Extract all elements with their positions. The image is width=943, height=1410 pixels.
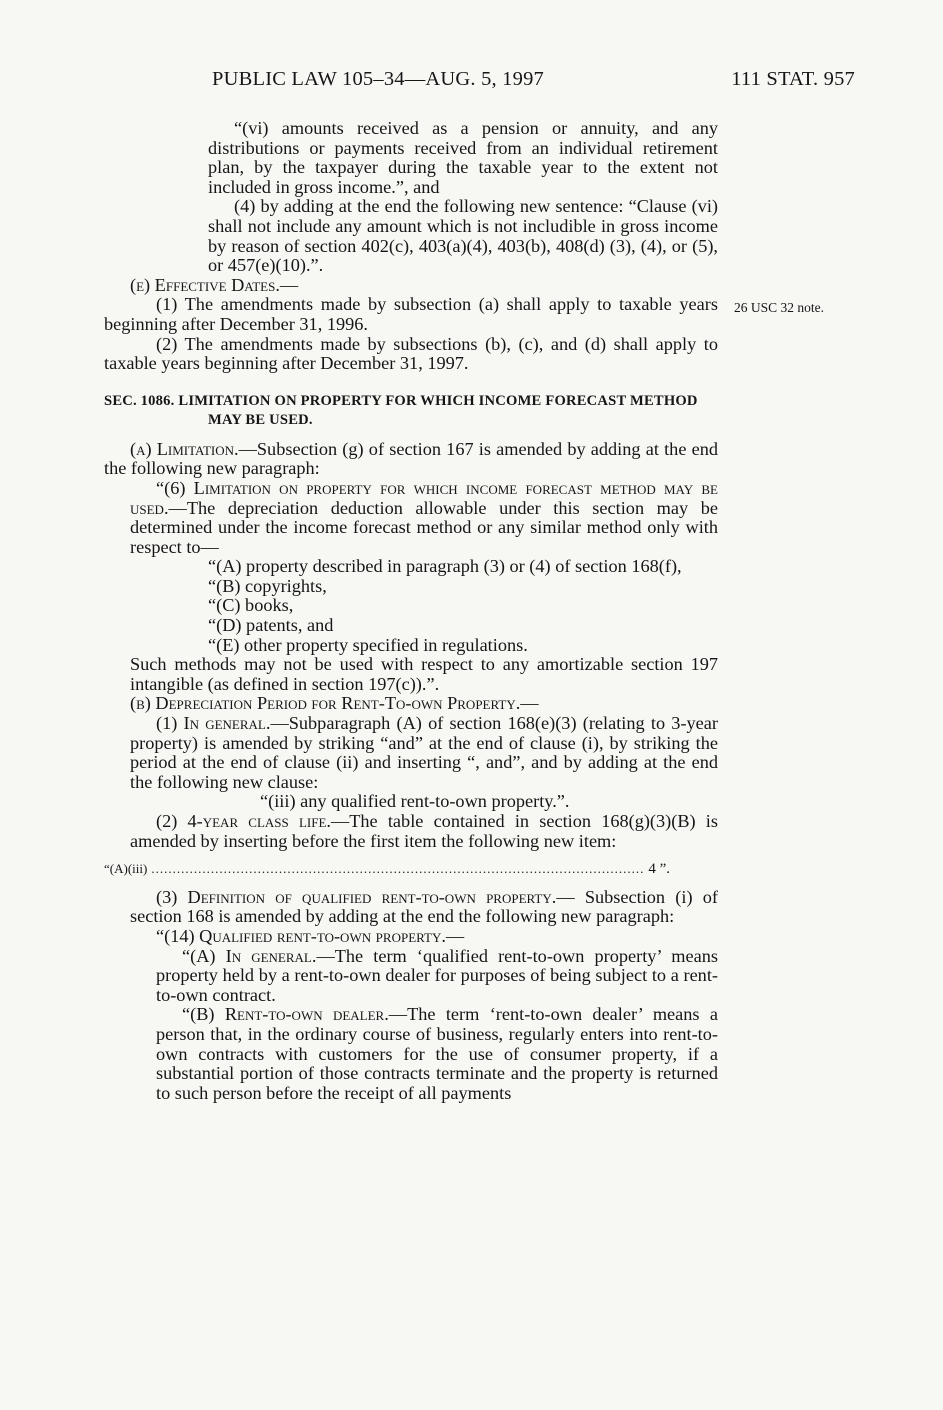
paragraph-6-text: —The depreciation deduction allowable under this section may be determined under the income forecast method or any similar method only with respect to— [130, 497, 718, 557]
paragraph-14-heading [156, 927, 718, 947]
section-number: SEC. 1086. [104, 392, 175, 409]
paragraph-4: (4) by adding at the end the following new sentence: “Clause (vi) shall not include any amount which is not includible in gross income by reason of section 402(c), 403(a)(4), 403(b), 408(d) (3), (4), or (5), or 457(e)(10).”. [208, 196, 718, 276]
subsection-b-2-text: —The table contained in section 168(g)(3)(B) is amended by inserting before the first item the following new item: [130, 811, 718, 851]
subsection-b-1-label: (1) In general. [156, 713, 271, 734]
subparagraph-b-label: “(B) Rent-to-own dealer. [182, 1004, 389, 1025]
section-title: LIMITATION ON PROPERTY FOR WHICH INCOME FORECAST METHOD MAY BE USED. [178, 392, 698, 428]
section-heading [104, 392, 718, 430]
paragraph-6 [130, 479, 718, 557]
subsection-a [104, 440, 718, 479]
item-a: “(A) property described in paragraph (3) or (4) of section 168(f), [208, 556, 682, 577]
effective-dates-1: (1) The amendments made by subsection (a) shall apply to taxable years beginning after December 31, 1996. [104, 294, 718, 334]
subparagraph-a-label: “(A) In general. [182, 945, 317, 966]
subparagraph-a [156, 947, 718, 1006]
table-item-label: “(A)(iii) [104, 861, 148, 877]
subsection-b-3-text: — Subsection (i) of section 168 is amended by adding at the end the following new paragraph: [130, 886, 718, 927]
subsection-a-text: —Subsection (g) of section 167 is amended by adding at the end the following new paragraph: [104, 438, 719, 479]
subsection-b-2 [130, 812, 718, 851]
table-row [104, 859, 718, 880]
paragraph-6-label: “(6) Limitation on property for which income forecast method may be used. [130, 477, 718, 518]
subsection-b-2-label: (2) 4-year class life. [156, 811, 331, 831]
page-number: 111 STAT. 957 [731, 68, 855, 90]
item-d: “(D) patents, and [208, 615, 334, 636]
subsection-b-3-label: (3) Definition of qualified rent-to-own property. [156, 886, 557, 907]
subsection-b-1-text: —Subparagraph (A) of section 168(e)(3) (relating to 3-year property) is amended by striking “and” at the end of clause (i), by striking the period at the end of clause (ii) and inserting “, and”, and by adding at the end the following new clause: [130, 713, 718, 792]
item-b: “(B) copyrights, [208, 575, 327, 596]
paragraph-14-label: “(14) Qualified rent-to-own property.— [156, 925, 465, 946]
body-text [104, 119, 718, 1103]
subparagraph-b-text: —The term ‘rent-to-own dealer’ means a person that, in the ordinary course of business, regularly enters into rent-to-own contracts with customers for the use of consumer property, if a substantial portion of those contracts terminate and the property is returned to such person before the receipt of all payments [156, 1004, 718, 1103]
subsection-b-label: (b) Depreciation Period for Rent-To-own Property.— [130, 693, 539, 714]
margin-note: 26 USC 32 note. [734, 300, 825, 315]
subsection-b-heading [130, 694, 718, 714]
item-e: “(E) other property specified in regulations. [208, 634, 528, 655]
clause-vi: “(vi) amounts received as a pension or annuity, and any distributions or payments received from an individual retirement plan, by the taxpayer during the taxable year to the extent not included in gross income.”, and [208, 118, 718, 197]
subsection-b-3 [130, 888, 718, 927]
item-c: “(C) books, [208, 595, 294, 616]
subparagraph-a-text: —The term ‘qualified rent-to-own property’ means property held by a rent-to-own dealer for purposes of being subject to a rent-to-own contract. [156, 945, 718, 1005]
subparagraph-b [156, 1005, 718, 1103]
running-header: PUBLIC LAW 105–34—AUG. 5, 1997 [212, 68, 544, 90]
effective-dates-label: (e) Effective Dates.— [130, 274, 299, 295]
table-leader-dots [151, 859, 644, 879]
effective-dates-heading [130, 276, 718, 296]
clause-iii: “(iii) any qualified rent-to-own property.”. [260, 791, 570, 812]
paragraph-6-tail: Such methods may not be used with respect to any amortizable section 197 intangible (as defined in section 197(c)).”. [130, 654, 718, 694]
table-item-value: 4 ”. [648, 861, 670, 878]
subsection-b-1 [130, 714, 718, 792]
subsection-a-label: (a) Limitation. [130, 438, 239, 459]
effective-dates-2: (2) The amendments made by subsections (b), (c), and (d) shall apply to taxable years beginning after December 31, 1997. [104, 333, 718, 374]
